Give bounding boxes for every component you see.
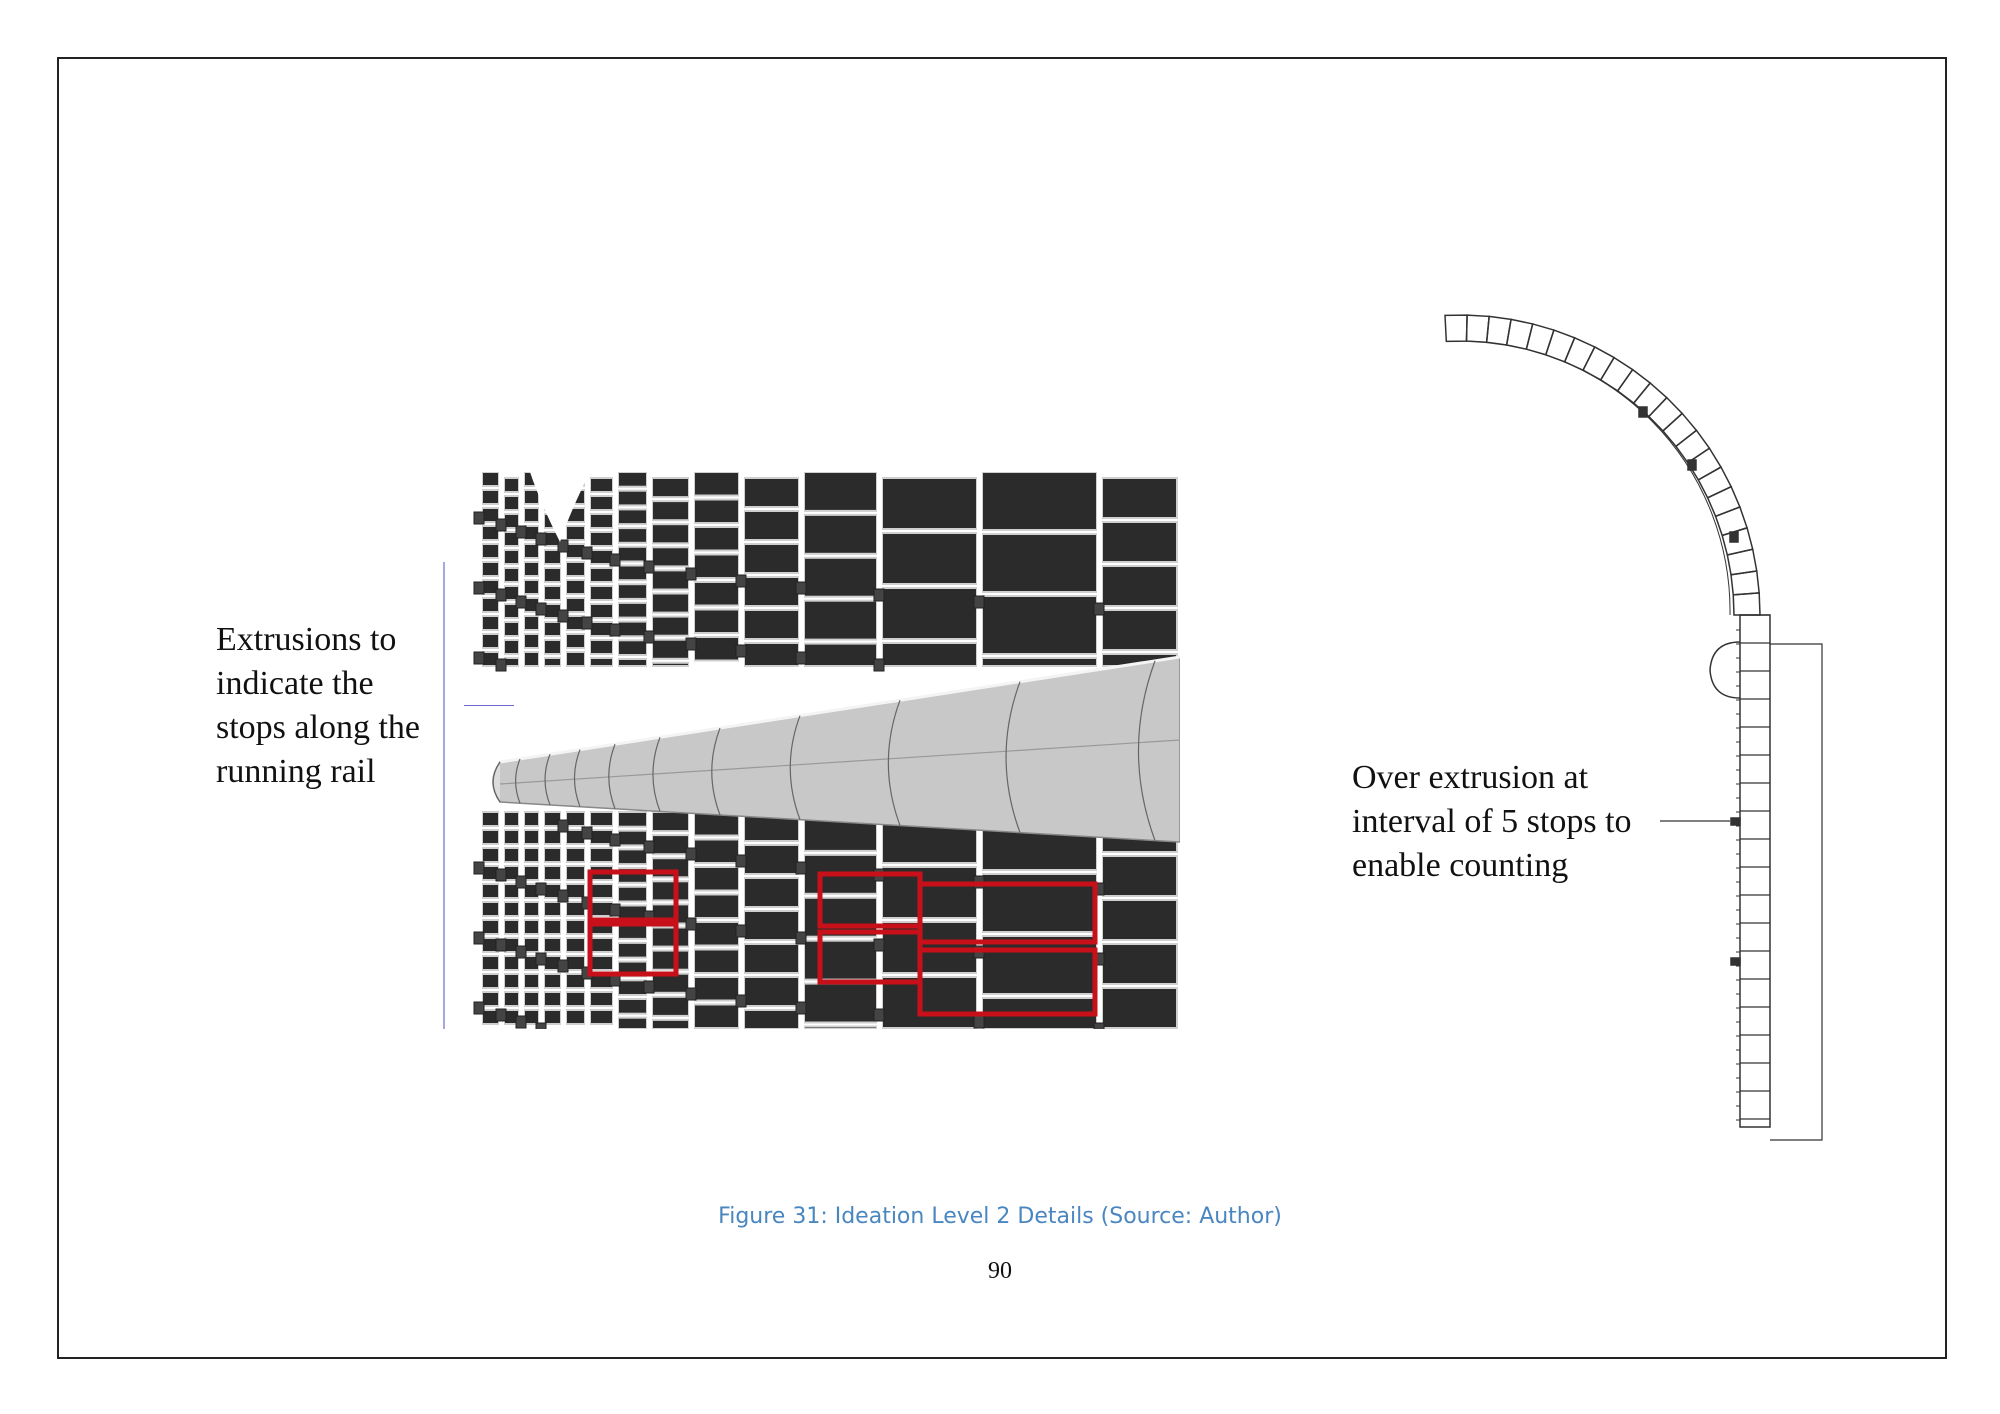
section-segment [1507, 319, 1533, 349]
panel [652, 594, 689, 613]
panel [544, 848, 561, 862]
panel [566, 634, 585, 648]
stop-extrusion [736, 645, 746, 657]
panel [652, 640, 689, 659]
panel [566, 598, 585, 612]
panel [1102, 610, 1177, 650]
panel [982, 534, 1097, 592]
panel [504, 830, 519, 844]
panel [524, 902, 539, 916]
stop-extrusion [582, 617, 592, 629]
panel [618, 812, 647, 827]
stop-extrusion [686, 568, 696, 580]
left-annotation-line: running rail [216, 753, 376, 790]
panel [504, 496, 519, 510]
bracket-line [1770, 644, 1822, 1140]
stop-extrusion [1730, 532, 1738, 542]
stop-extrusion [536, 953, 546, 965]
section-segment [1601, 358, 1633, 391]
section-segment [1649, 398, 1682, 431]
panel [882, 643, 977, 666]
panel [804, 644, 877, 666]
panel [982, 936, 1097, 994]
panel [882, 478, 977, 529]
panel [590, 812, 613, 826]
section-segment [1618, 370, 1651, 403]
panel [524, 544, 539, 558]
over-extrusion [1731, 958, 1740, 965]
panel [694, 555, 739, 579]
stop-extrusion [474, 862, 484, 874]
panel [590, 586, 613, 600]
stop-extrusion [686, 988, 696, 1000]
right-annotation-line: Over extrusion at [1352, 759, 1589, 796]
panel [590, 568, 613, 582]
panel [618, 887, 647, 902]
panel [982, 596, 1097, 654]
panel [694, 1005, 739, 1029]
panel [694, 977, 739, 1001]
panel [618, 659, 647, 666]
stop-extrusion [558, 960, 568, 972]
panel [482, 992, 499, 1006]
panel [694, 582, 739, 606]
stop-extrusion [736, 995, 746, 1007]
section-segment [1731, 571, 1759, 595]
panel [566, 938, 585, 952]
panel [590, 658, 613, 666]
stop-extrusion [644, 561, 654, 573]
panel [524, 580, 539, 594]
stop-extrusion [558, 820, 568, 832]
panel [482, 902, 499, 916]
stop-extrusion [558, 890, 568, 902]
stop-extrusion [610, 624, 620, 636]
panel [566, 652, 585, 666]
panel [482, 884, 499, 898]
panel [982, 472, 1097, 530]
panel [1102, 856, 1177, 896]
panel [694, 867, 739, 891]
panel [482, 812, 499, 826]
panel [652, 835, 689, 854]
panel [618, 640, 647, 655]
over-extrusion [1731, 818, 1740, 825]
panel [504, 622, 519, 636]
stop-extrusion [1094, 603, 1104, 615]
panel [566, 562, 585, 576]
panel [544, 866, 561, 880]
panel [544, 920, 561, 934]
page-number: 90 [988, 1258, 1012, 1284]
panel [590, 514, 613, 528]
panel [804, 984, 877, 1023]
panel [504, 478, 519, 492]
panel [1102, 944, 1177, 984]
panel [566, 812, 585, 826]
stop-extrusion [796, 1002, 806, 1014]
panel [590, 884, 613, 898]
panel [652, 570, 689, 589]
panel [524, 848, 539, 862]
stop-extrusion [874, 1009, 884, 1021]
stop-extrusion [610, 834, 620, 846]
stop-extrusion [516, 1016, 526, 1028]
panel [566, 848, 585, 862]
panel [566, 884, 585, 898]
panel [566, 580, 585, 594]
figure-caption: Figure 31: Ideation Level 2 Details (Source: Author) [718, 1204, 1282, 1229]
panel [618, 584, 647, 599]
vertical-section [1740, 615, 1770, 1127]
left-annotation-line: Extrusions to [216, 621, 397, 658]
stop-extrusion [796, 582, 806, 594]
stop-extrusion [736, 575, 746, 587]
stop-extrusion [796, 862, 806, 874]
panel [590, 478, 613, 492]
section-segment [1565, 338, 1595, 370]
panel [482, 920, 499, 934]
panel [544, 992, 561, 1006]
panel [590, 640, 613, 654]
section-drawing-image [1420, 270, 1840, 1150]
panel [566, 1010, 585, 1024]
panel [744, 878, 799, 907]
panel [744, 610, 799, 639]
panel [804, 558, 877, 597]
stop-extrusion [516, 526, 526, 538]
section-linework [1445, 315, 1822, 1140]
panel [482, 634, 499, 648]
panel [544, 640, 561, 654]
panel [618, 566, 647, 581]
panel [694, 950, 739, 974]
panel [566, 526, 585, 540]
stop-extrusion [736, 925, 746, 937]
section-segment [1733, 593, 1760, 615]
section-segment [1663, 413, 1696, 446]
panel [618, 528, 647, 543]
panel [1102, 900, 1177, 940]
panel [482, 472, 499, 486]
stop-extrusion [796, 652, 806, 664]
panel [618, 980, 647, 995]
panel [524, 562, 539, 576]
panel [744, 977, 799, 1006]
panel [524, 974, 539, 988]
stop-extrusion [516, 876, 526, 888]
panel [482, 562, 499, 576]
stop-extrusion [558, 540, 568, 552]
panel [618, 1018, 647, 1029]
panel [524, 812, 539, 826]
panel [504, 920, 519, 934]
panel [504, 812, 519, 826]
panel [544, 1010, 561, 1024]
panel [652, 997, 689, 1016]
panel [618, 491, 647, 506]
panel [482, 830, 499, 844]
panel [566, 866, 585, 880]
wall-rendering-image [420, 472, 1180, 1029]
stop-extrusion [496, 589, 506, 601]
panel [524, 830, 539, 844]
panel [652, 524, 689, 543]
stop-extrusion [474, 932, 484, 944]
column-gap [477, 472, 482, 1029]
panel [618, 622, 647, 637]
panel [590, 496, 613, 510]
panel [744, 577, 799, 606]
panel [524, 920, 539, 934]
stop-extrusion [582, 547, 592, 559]
stop-extrusion [974, 596, 984, 608]
panel [482, 544, 499, 558]
panel [590, 532, 613, 546]
right-annotation-line: enable counting [1352, 847, 1569, 884]
panel [652, 812, 689, 831]
right-annotation-line: interval of 5 stops to [1352, 803, 1632, 840]
stop-extrusion [536, 603, 546, 615]
column-gap [539, 472, 544, 1029]
panel [652, 501, 689, 520]
panel [694, 637, 739, 661]
panel [618, 547, 647, 562]
section-segment [1583, 347, 1614, 380]
panel [482, 956, 499, 970]
stop-extrusion [796, 932, 806, 944]
panel [504, 974, 519, 988]
panel [744, 643, 799, 666]
panel [566, 992, 585, 1006]
stop-extrusion [496, 869, 506, 881]
panel [804, 515, 877, 554]
panel [652, 1020, 689, 1029]
panel [590, 938, 613, 952]
section-drawing [1420, 270, 1840, 1150]
stop-extrusion [496, 939, 506, 951]
panel [1102, 566, 1177, 606]
panel [544, 586, 561, 600]
stop-extrusion [686, 918, 696, 930]
stop-extrusion [974, 1016, 984, 1028]
stop-extrusion [874, 659, 884, 671]
panel [652, 663, 689, 666]
panel [590, 956, 613, 970]
panel [652, 881, 689, 900]
stop-extrusion [644, 981, 654, 993]
panel [694, 840, 739, 864]
panel [544, 938, 561, 952]
panel [482, 974, 499, 988]
panel [504, 848, 519, 862]
stop-extrusion [474, 1002, 484, 1014]
stop-extrusion [516, 596, 526, 608]
panel [652, 951, 689, 970]
panel [744, 511, 799, 540]
panel [694, 472, 739, 496]
panel [590, 992, 613, 1006]
panel [694, 500, 739, 524]
stop-extrusion [474, 582, 484, 594]
panel [618, 603, 647, 618]
panel [544, 902, 561, 916]
panel [524, 616, 539, 630]
panel [694, 895, 739, 919]
panel [882, 533, 977, 584]
panel [504, 640, 519, 654]
panel [544, 622, 561, 636]
panel [482, 490, 499, 504]
panel [524, 490, 539, 504]
section-segment [1546, 330, 1575, 362]
panel [504, 550, 519, 564]
stop-extrusion [1094, 1023, 1104, 1029]
panel [590, 1010, 613, 1024]
panel [882, 588, 977, 639]
stop-extrusion [736, 855, 746, 867]
panel [694, 922, 739, 946]
right-annotation [1352, 756, 1692, 888]
panel [618, 831, 647, 846]
stop-extrusion [516, 946, 526, 958]
rail-profile [1710, 642, 1740, 698]
panel [1102, 988, 1177, 1028]
panel [544, 568, 561, 582]
panel [652, 478, 689, 497]
stop-extrusion [686, 638, 696, 650]
panel [694, 610, 739, 634]
panel [504, 568, 519, 582]
section-segment [1708, 487, 1740, 517]
panel [744, 845, 799, 874]
panel [590, 604, 613, 618]
section-segment [1445, 315, 1467, 341]
stop-extrusion [610, 554, 620, 566]
stop-extrusion [874, 939, 884, 951]
left-annotation-line: indicate the [216, 665, 374, 702]
stop-extrusion [874, 589, 884, 601]
stop-extrusion [644, 841, 654, 853]
panel [652, 617, 689, 636]
section-segment [1466, 315, 1489, 342]
section-segment [1716, 507, 1747, 535]
panel [982, 658, 1097, 666]
panel [618, 509, 647, 524]
panel [744, 1010, 799, 1029]
inner-arc [1460, 341, 1730, 615]
wall-rendering [420, 472, 1180, 1029]
stop-extrusion [474, 512, 484, 524]
column-gap [519, 472, 524, 1029]
panel [804, 601, 877, 640]
panel [1102, 522, 1177, 562]
panel [482, 616, 499, 630]
panel [524, 508, 539, 522]
panel [504, 992, 519, 1006]
panel [544, 658, 561, 666]
panel [618, 999, 647, 1014]
panel [566, 920, 585, 934]
panel [1102, 478, 1177, 518]
panel [544, 974, 561, 988]
stop-extrusion [536, 883, 546, 895]
stop-extrusion [686, 848, 696, 860]
left-annotation-line: stops along the [216, 709, 420, 746]
stop-extrusion [1688, 460, 1696, 470]
panel [524, 992, 539, 1006]
stop-extrusion [610, 904, 620, 916]
stop-extrusion [536, 1023, 546, 1029]
stop-extrusion [1639, 407, 1647, 417]
panel [482, 848, 499, 862]
panel [804, 941, 877, 980]
panel [744, 544, 799, 573]
section-segment [1676, 430, 1709, 462]
stop-extrusion [582, 827, 592, 839]
stop-extrusion [536, 533, 546, 545]
panel [804, 1027, 877, 1030]
stop-extrusion [496, 1009, 506, 1021]
stop-extrusion [496, 519, 506, 531]
left-annotation [216, 618, 476, 794]
panel [618, 472, 647, 487]
panel [744, 944, 799, 973]
panel [524, 634, 539, 648]
panel [744, 911, 799, 940]
panel [694, 527, 739, 551]
panel [652, 974, 689, 993]
panel [652, 928, 689, 947]
stop-extrusion [644, 631, 654, 643]
panel [504, 902, 519, 916]
panel [524, 652, 539, 666]
panel [590, 848, 613, 862]
stop-extrusion [558, 610, 568, 622]
panel [618, 943, 647, 958]
panel [882, 977, 977, 1028]
stop-extrusion [496, 659, 506, 671]
panel [744, 478, 799, 507]
panel [652, 547, 689, 566]
panel [618, 849, 647, 864]
panel [804, 472, 877, 511]
